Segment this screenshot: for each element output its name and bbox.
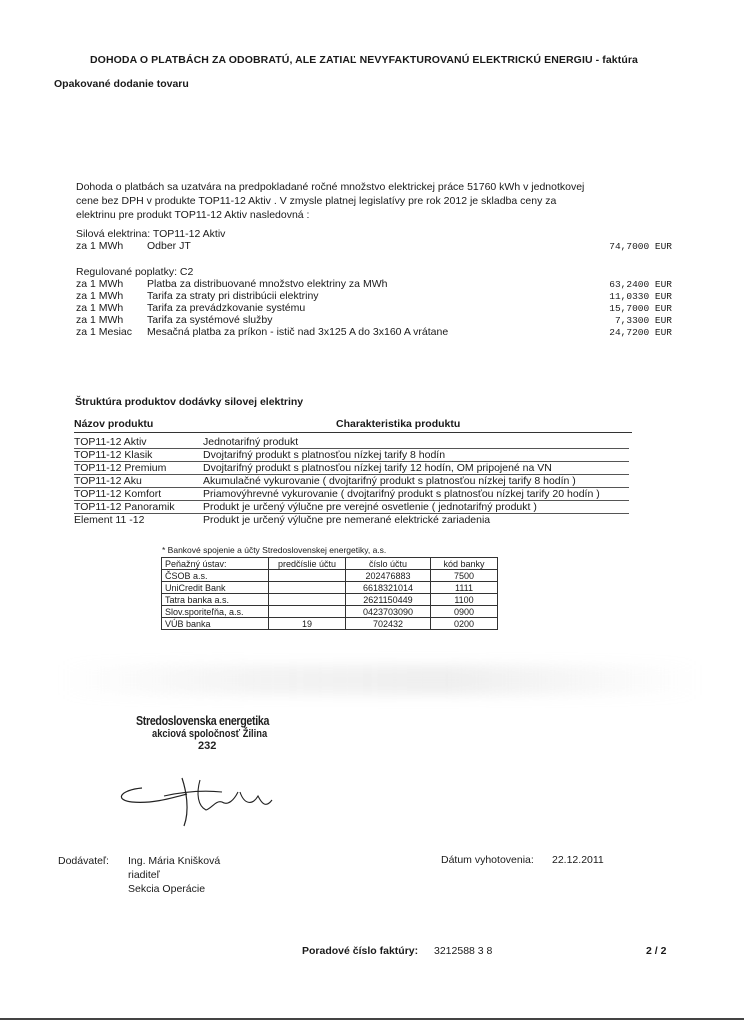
table-row: [74, 475, 634, 488]
scan-edge-line: [0, 1018, 744, 1020]
price-unit: za 1 MWh: [76, 278, 124, 290]
bank-account: 702432: [346, 618, 431, 630]
supplier-role: riaditeľ: [128, 869, 160, 881]
bank-col-header: predčíslie účtu: [269, 558, 346, 570]
bank-name: Slov.sporiteľňa, a.s.: [162, 606, 269, 618]
bank-name: VÚB banka: [162, 618, 269, 630]
bank-prefix: [269, 570, 346, 582]
bank-note: * Bankové spojenie a účty Stredoslovenskej energetiky, a.s.: [162, 545, 387, 555]
price-desc: Platba za distribuované množstvo elektriny za MWh: [147, 278, 388, 290]
price-value: 11,0330 EUR: [609, 291, 672, 302]
product-name: TOP11-12 Aktiv: [74, 436, 147, 448]
bank-header-row: [162, 558, 498, 570]
bank-prefix: 19: [269, 618, 346, 630]
price-value: 24,7200 EUR: [609, 327, 672, 338]
stamp-line-2: akciová spoločnosť Žilina: [151, 728, 268, 740]
intro-paragraph: [76, 180, 636, 222]
stamp-line-1: Stredoslovenska energetika: [136, 713, 270, 728]
bank-prefix: [269, 594, 346, 606]
price-unit: za 1 MWh: [76, 290, 124, 302]
date-value: 22.12.2011: [552, 854, 604, 866]
price-unit: za 1 MWh: [76, 302, 124, 314]
price-desc: Odber JT: [147, 240, 191, 252]
date-label: Dátum vyhotovenia:: [441, 854, 534, 866]
price-unit: za 1 MWh: [76, 314, 124, 326]
supplier-dept: Sekcia Operácie: [128, 883, 206, 895]
header-rule: [74, 432, 632, 433]
table-row: [74, 449, 634, 462]
product-char: Dvojtarifný produkt s platnosťou nízkej tarify 8 hodín: [203, 449, 446, 461]
price-desc: Tarifa za systémové služby: [147, 314, 273, 326]
product-char: Priamovýhrevné vykurovanie ( dvojtarifný produkt s platnosťou nízkej tarify 20 hodín ): [203, 488, 600, 500]
table-row: [162, 582, 498, 594]
table-row: [162, 606, 498, 618]
bank-code: 1100: [431, 594, 498, 606]
product-char: Produkt je určený výlučne pre verejné osvetlenie ( jednotarifný produkt ): [203, 501, 537, 513]
document-title: DOHODA O PLATBÁCH ZA ODOBRATÚ, ALE ZATIAĽ NEVYFAKTUROVANÚ ELEKTRICKÚ ENERGIU - faktúra: [90, 54, 638, 66]
bank-code: 7500: [431, 570, 498, 582]
price-desc: Mesačná platba za príkon - istič nad 3x125 A do 3x160 A vrátane: [147, 326, 449, 338]
price-desc: Tarifa za straty pri distribúcii elektriny: [147, 290, 319, 302]
intro-line-1: Dohoda o platbách sa uzatvára na predpokladané ročné množstvo elektrickej práce 51760 kWh v jednotkovej: [76, 181, 585, 193]
product-char: Produkt je určený výlučne pre nemerané elektrické zariadenia: [203, 514, 491, 526]
bank-account: 6618321014: [346, 582, 431, 594]
product-name: TOP11-12 Panoramik: [74, 501, 175, 513]
product-char: Jednotarifný produkt: [203, 436, 299, 448]
table-row: [74, 501, 634, 514]
table-row: [74, 462, 634, 475]
price-unit: za 1 Mesiac: [76, 326, 133, 338]
bank-code: 1111: [431, 582, 498, 594]
stamp-line-3: 232: [197, 740, 217, 752]
product-char: Akumulačné vykurovanie ( dvojtarifný produkt s platnosťou nízkej tarify 8 hodín ): [203, 475, 576, 487]
intro-line-3: elektrinu pre produkt TOP11-12 Aktiv nasledovná :: [76, 209, 310, 221]
bank-account: 2621150449: [346, 594, 431, 606]
bank-name: UniCredit Bank: [162, 582, 269, 594]
price-value: 63,2400 EUR: [609, 279, 672, 290]
price-value: 7,3300 EUR: [614, 315, 672, 326]
table-row: [74, 514, 634, 527]
table-row: [74, 488, 634, 501]
table-row: [162, 570, 498, 582]
supplier-name: Ing. Mária Knišková: [128, 855, 221, 867]
bank-code: 0200: [431, 618, 498, 630]
product-char: Dvojtarifný produkt s platnosťou nízkej tarify 12 hodín, OM pripojené na VN: [203, 462, 552, 474]
col-header-char: Charakteristika produktu: [336, 418, 461, 430]
price-value: 74,7000 EUR: [609, 241, 672, 252]
product-name: TOP11-12 Aku: [74, 475, 142, 487]
bank-col-header: kód banky: [431, 558, 498, 570]
silova-heading: Silová elektrina: TOP11-12 Aktiv: [76, 228, 226, 240]
price-value: 15,7000 EUR: [609, 303, 672, 314]
price-desc: Tarifa za prevádzkovanie systému: [147, 302, 306, 314]
product-name: Element 11 -12: [74, 514, 145, 526]
bank-col-header: Peňažný ústav:: [162, 558, 269, 570]
page-number: 2 / 2: [646, 945, 667, 957]
product-name: TOP11-12 Premium: [74, 462, 167, 474]
bank-prefix: [269, 606, 346, 618]
bank-table: [161, 557, 498, 630]
bank-code: 0900: [431, 606, 498, 618]
invoice-label: Poradové číslo faktúry:: [302, 945, 419, 957]
intro-line-2: cene bez DPH v produkte TOP11-12 Aktiv . V zmysle platnej legislatívy pre rok 2012 je skladba ceny za: [76, 195, 557, 207]
signature-icon: [112, 770, 282, 830]
bank-name: Tatra banka a.s.: [162, 594, 269, 606]
bank-name: ČSOB a.s.: [162, 570, 269, 582]
invoice-number: 3212588 3 8: [434, 945, 493, 957]
bank-account: 0423703090: [346, 606, 431, 618]
table-row: [74, 436, 634, 449]
scan-smudge: [60, 665, 700, 695]
product-name: TOP11-12 Klasik: [74, 449, 153, 461]
supplier-label: Dodávateľ:: [58, 855, 109, 867]
table-row: [162, 594, 498, 606]
regulovane-heading: Regulované poplatky: C2: [76, 266, 194, 278]
document-subtitle: Opakované dodanie tovaru: [54, 78, 189, 90]
products-heading: Štruktúra produktov dodávky silovej elektriny: [75, 396, 304, 408]
col-header-name: Názov produktu: [74, 418, 154, 430]
bank-prefix: [269, 582, 346, 594]
company-stamp: [136, 713, 298, 752]
product-name: TOP11-12 Komfort: [74, 488, 162, 500]
bank-account: 202476883: [346, 570, 431, 582]
price-unit: za 1 MWh: [76, 240, 124, 252]
bank-col-header: číslo účtu: [346, 558, 431, 570]
table-row: [162, 618, 498, 630]
